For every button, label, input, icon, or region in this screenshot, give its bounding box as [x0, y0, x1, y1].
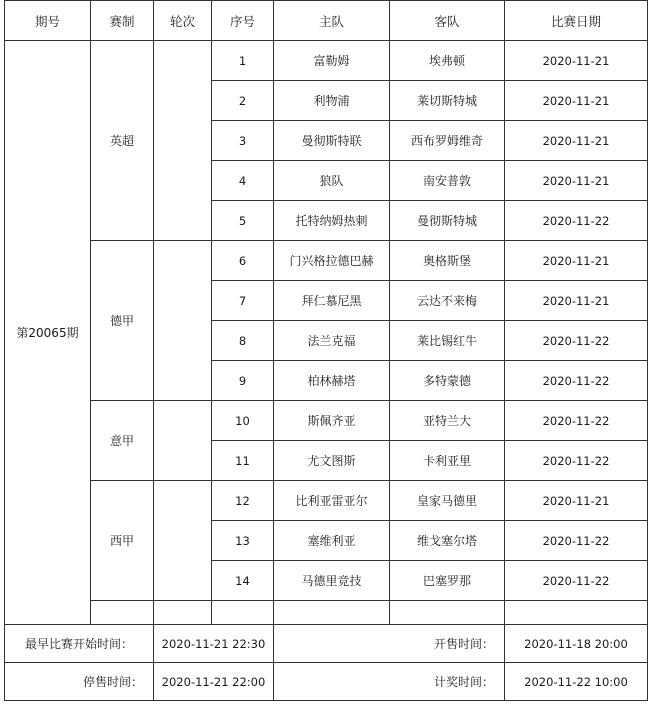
- match-date-cell: 2020-11-21: [505, 41, 648, 81]
- home-team-cell: 门兴格拉德巴赫: [274, 241, 390, 281]
- away-team-cell: 曼彻斯特城: [390, 201, 505, 241]
- blank-cell: [274, 601, 390, 625]
- away-team-cell: 奥格斯堡: [390, 241, 505, 281]
- match-date-cell: 2020-11-21: [505, 81, 648, 121]
- away-team-cell: 埃弗顿: [390, 41, 505, 81]
- sale-close-label: 停售时间：: [5, 663, 154, 701]
- home-team-cell: 塞维利亚: [274, 521, 390, 561]
- info-row-start: [5, 625, 648, 663]
- away-team-cell: 多特蒙德: [390, 361, 505, 401]
- blank-cell: [212, 601, 274, 625]
- seq-cell: 5: [212, 201, 274, 241]
- away-team-cell: 南安普敦: [390, 161, 505, 201]
- away-team-cell: 莱切斯特城: [390, 81, 505, 121]
- header-round: 轮次: [154, 1, 212, 41]
- home-team-cell: 尤文图斯: [274, 441, 390, 481]
- payout-value: 2020-11-22 10:00: [505, 663, 648, 701]
- round-cell-serie-a: [154, 401, 212, 481]
- match-date-cell: 2020-11-22: [505, 201, 648, 241]
- header-period: 期号: [5, 1, 91, 41]
- sale-open-value: 2020-11-18 20:00: [505, 625, 648, 663]
- round-cell-bundesliga: [154, 241, 212, 401]
- seq-cell: 2: [212, 81, 274, 121]
- blank-cell: [91, 601, 154, 625]
- sale-close-value: 2020-11-21 22:00: [154, 663, 274, 701]
- seq-cell: 6: [212, 241, 274, 281]
- away-team-cell: 亚特兰大: [390, 401, 505, 441]
- away-team-cell: 云达不来梅: [390, 281, 505, 321]
- header-row: [5, 1, 648, 41]
- seq-cell: 1: [212, 41, 274, 81]
- home-team-cell: 利物浦: [274, 81, 390, 121]
- away-team-cell: 莱比锡红牛: [390, 321, 505, 361]
- table-row: [5, 241, 648, 281]
- table-row: [5, 481, 648, 521]
- earliest-start-value: 2020-11-21 22:30: [154, 625, 274, 663]
- home-team-cell: 托特纳姆热刺: [274, 201, 390, 241]
- match-date-cell: 2020-11-22: [505, 401, 648, 441]
- header-away: 客队: [390, 1, 505, 41]
- round-cell-epl: [154, 41, 212, 241]
- match-date-cell: 2020-11-22: [505, 361, 648, 401]
- away-team-cell: 巴塞罗那: [390, 561, 505, 601]
- match-date-cell: 2020-11-22: [505, 321, 648, 361]
- match-date-cell: 2020-11-21: [505, 281, 648, 321]
- payout-label: 计奖时间：: [274, 663, 505, 701]
- home-team-cell: 狼队: [274, 161, 390, 201]
- blank-cell: [505, 601, 648, 625]
- seq-cell: 7: [212, 281, 274, 321]
- header-date: 比赛日期: [505, 1, 648, 41]
- blank-cell: [390, 601, 505, 625]
- period-cell: 第20065期: [5, 41, 91, 625]
- away-team-cell: 维戈塞尔塔: [390, 521, 505, 561]
- match-date-cell: 2020-11-21: [505, 161, 648, 201]
- blank-row: [5, 601, 648, 625]
- match-date-cell: 2020-11-22: [505, 521, 648, 561]
- table-row: [5, 41, 648, 81]
- home-team-cell: 法兰克福: [274, 321, 390, 361]
- league-cell-la-liga: 西甲: [91, 481, 154, 601]
- home-team-cell: 富勒姆: [274, 41, 390, 81]
- league-cell-epl: 英超: [91, 41, 154, 241]
- seq-cell: 10: [212, 401, 274, 441]
- header-home: 主队: [274, 1, 390, 41]
- round-cell-la-liga: [154, 481, 212, 601]
- league-cell-bundesliga: 德甲: [91, 241, 154, 401]
- home-team-cell: 比利亚雷亚尔: [274, 481, 390, 521]
- match-date-cell: 2020-11-21: [505, 241, 648, 281]
- info-row-close: [5, 663, 648, 701]
- away-team-cell: 皇家马德里: [390, 481, 505, 521]
- header-seq: 序号: [212, 1, 274, 41]
- home-team-cell: 拜仁慕尼黑: [274, 281, 390, 321]
- match-date-cell: 2020-11-22: [505, 561, 648, 601]
- seq-cell: 13: [212, 521, 274, 561]
- table-row: [5, 401, 648, 441]
- seq-cell: 9: [212, 361, 274, 401]
- match-date-cell: 2020-11-21: [505, 481, 648, 521]
- league-cell-serie-a: 意甲: [91, 401, 154, 481]
- match-date-cell: 2020-11-21: [505, 121, 648, 161]
- seq-cell: 3: [212, 121, 274, 161]
- seq-cell: 14: [212, 561, 274, 601]
- sale-open-label: 开售时间：: [274, 625, 505, 663]
- home-team-cell: 柏林赫塔: [274, 361, 390, 401]
- blank-cell: [154, 601, 212, 625]
- away-team-cell: 西布罗姆维奇: [390, 121, 505, 161]
- home-team-cell: 马德里竞技: [274, 561, 390, 601]
- match-date-cell: 2020-11-22: [505, 441, 648, 481]
- match-schedule-table: [4, 0, 648, 701]
- home-team-cell: 曼彻斯特联: [274, 121, 390, 161]
- seq-cell: 8: [212, 321, 274, 361]
- seq-cell: 11: [212, 441, 274, 481]
- away-team-cell: 卡利亚里: [390, 441, 505, 481]
- header-competition: 赛制: [91, 1, 154, 41]
- home-team-cell: 斯佩齐亚: [274, 401, 390, 441]
- earliest-start-label: 最早比赛开始时间：: [5, 625, 154, 663]
- seq-cell: 4: [212, 161, 274, 201]
- seq-cell: 12: [212, 481, 274, 521]
